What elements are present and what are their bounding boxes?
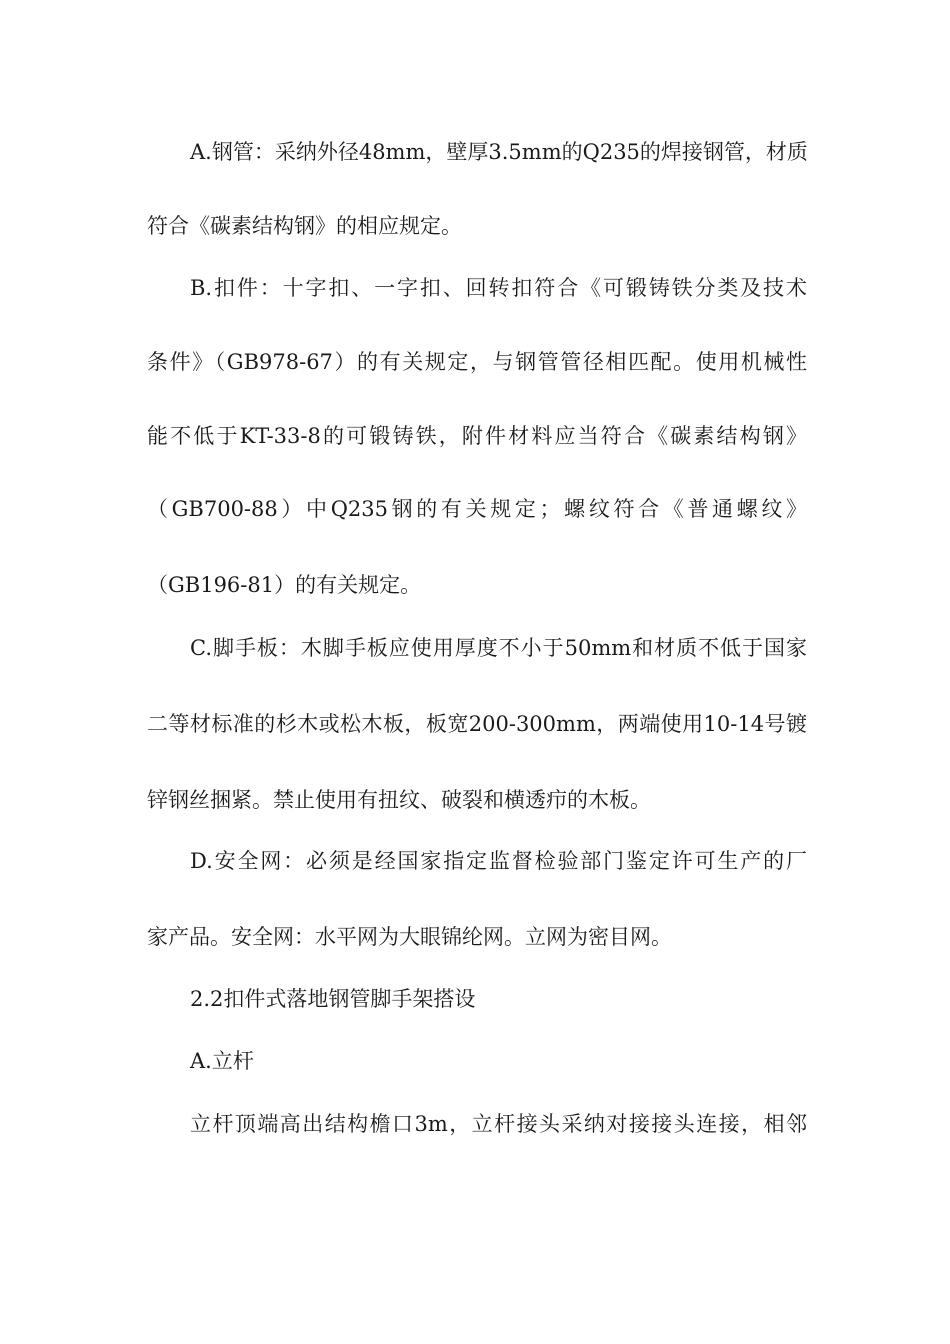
section-heading-2-2: 2.2扣件式落地钢管脚手架搭设	[190, 987, 476, 1011]
paragraph-c-line-2: 二等材标准的杉木或松木板，板宽200-300mm，两端使用10-14号镀	[147, 712, 807, 736]
paragraph-a-line-1: A.钢管：采纳外径48mm，壁厚3.5mm的Q235的焊接钢管，材质	[190, 140, 808, 164]
paragraph-d-line-1: D.安全网：必须是经国家指定监督检验部门鉴定许可生产的厂	[190, 849, 807, 873]
paragraph-d-line-2: 家产品。安全网：水平网为大眼锦纶网。立网为密目网。	[147, 925, 672, 949]
subheading-a-vertical-pole: A.立杆	[190, 1049, 254, 1073]
paragraph-b-line-5: （GB196-81）的有关规定。	[147, 573, 422, 597]
paragraph-c-line-3: 锌钢丝捆紧。禁止使用有扭纹、破裂和横透疖的木板。	[147, 788, 651, 812]
paragraph-b-line-2: 条件》（GB978-67）的有关规定，与钢管管径相匹配。使用机械性	[147, 350, 807, 374]
paragraph-b-line-3: 能不低于KT-33-8的可锻铸铁，附件材料应当符合《碳素结构钢》	[147, 424, 807, 448]
paragraph-a-line-2: 符合《碳素结构钢》的相应规定。	[147, 214, 462, 238]
paragraph-pole-line-1: 立杆顶端高出结构檐口3m，立杆接头采纳对接接头连接，相邻	[190, 1112, 807, 1136]
paragraph-c-line-1: C.脚手板：木脚手板应使用厚度不小于50mm和材质不低于国家	[190, 636, 807, 660]
paragraph-b-line-4: （GB700-88）中Q235钢的有关规定；螺纹符合《普通螺纹》	[147, 497, 807, 521]
paragraph-b-line-1: B.扣件：十字扣、一字扣、回转扣符合《可锻铸铁分类及技术	[190, 276, 807, 300]
